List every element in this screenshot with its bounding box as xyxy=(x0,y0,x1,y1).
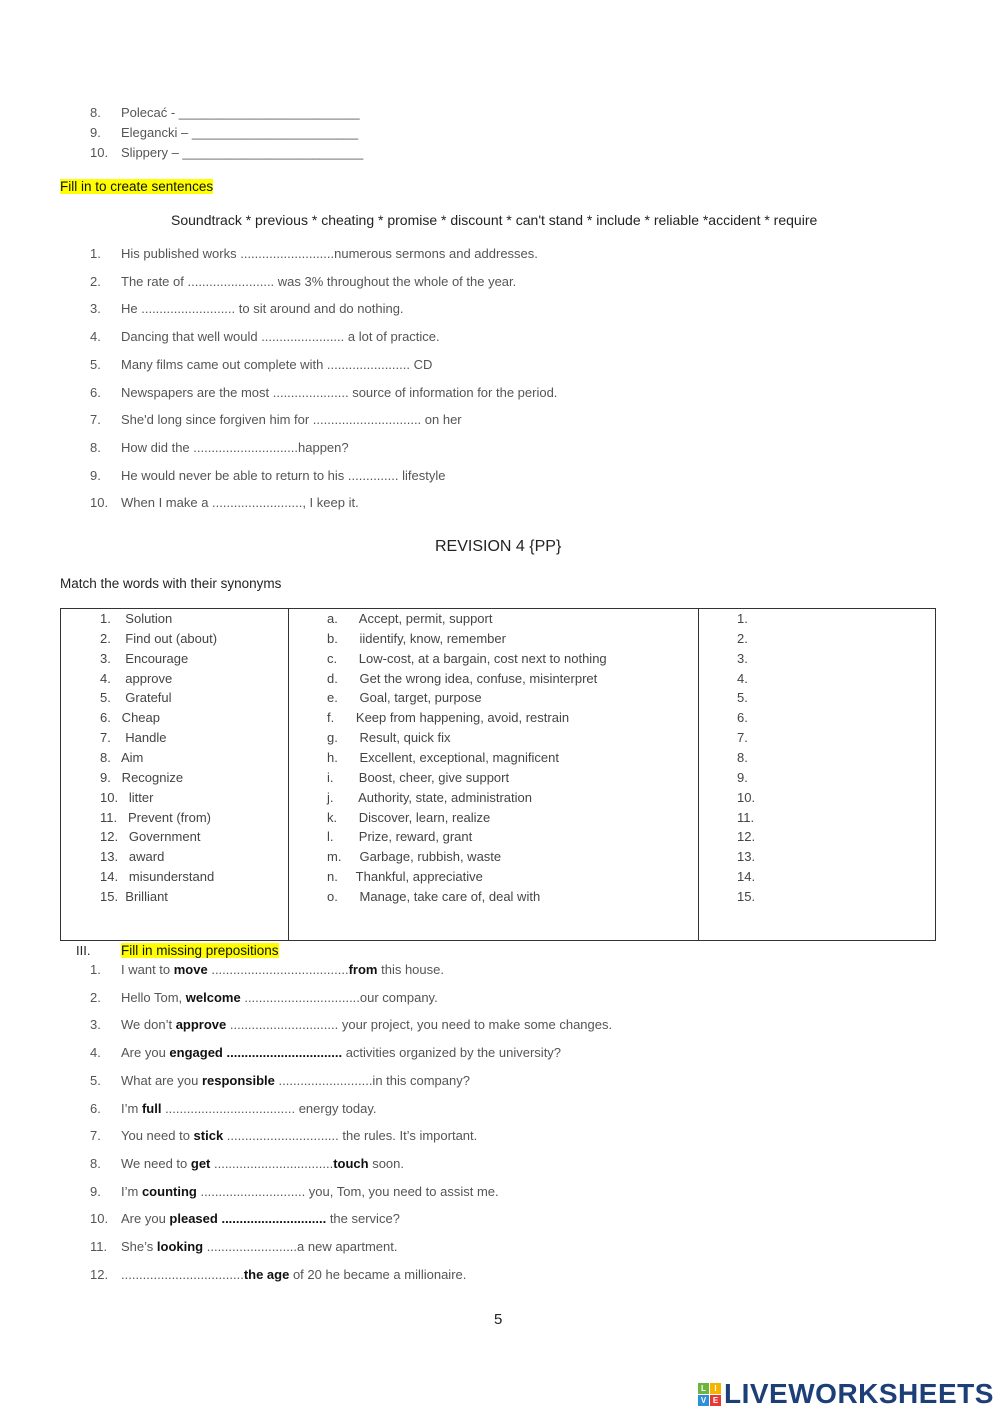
match-table xyxy=(60,608,936,941)
sentence-text: Are you xyxy=(121,1045,170,1061)
match-word: 14. misunderstand xyxy=(100,869,215,885)
sentence-text: .............................. your project, you need to make some changes. xyxy=(226,1017,613,1033)
list-number: 7. xyxy=(90,412,101,428)
match-synonym: h. Excellent, exceptional, magnificent xyxy=(327,749,559,765)
sentence-text: We don’t xyxy=(121,1017,176,1033)
sentence-text: of 20 he became a millionaire. xyxy=(289,1266,467,1282)
list-number: 3. xyxy=(90,1017,101,1033)
bold-keyword: engaged xyxy=(169,1045,223,1061)
preposition-item xyxy=(121,1239,397,1254)
match-synonym: l. Prize, reward, grant xyxy=(327,829,473,845)
list-number: 10. xyxy=(90,495,109,511)
match-word: 12. Government xyxy=(100,829,201,845)
sentence-item: She'd long since forgiven him for .............................. on her xyxy=(121,412,462,428)
answer-slot: 5. xyxy=(737,690,748,706)
answer-slot: 3. xyxy=(737,650,748,666)
preposition-item xyxy=(121,962,444,977)
list-number: 5. xyxy=(90,1072,101,1088)
sentence-text: I’m xyxy=(121,1100,142,1116)
sentence-text: ............................. you, Tom, you need to assist me. xyxy=(196,1183,499,1199)
list-number: 3. xyxy=(90,301,101,317)
prepositions-heading: Fill in missing prepositions xyxy=(121,943,279,958)
list-number: 12. xyxy=(90,1266,109,1282)
bold-keyword: the age xyxy=(243,1266,290,1282)
sentence-text: .........................a new apartment. xyxy=(203,1239,398,1254)
match-synonym: e. Goal, target, purpose xyxy=(327,690,482,706)
match-word: 5. Grateful xyxy=(100,690,172,706)
list-number: 6. xyxy=(90,384,101,400)
column-divider xyxy=(698,609,699,940)
sentence-text: activities organized by the university? xyxy=(342,1045,562,1061)
answer-slot: 13. xyxy=(737,849,756,865)
sentence-text: We need to xyxy=(121,1155,191,1171)
list-number: 8. xyxy=(90,439,101,455)
match-synonym: m. Garbage, rubbish, waste xyxy=(327,849,502,865)
match-heading: Match the words with their synonyms xyxy=(60,576,282,591)
bold-keyword: move xyxy=(173,962,208,977)
list-number: 7. xyxy=(90,1128,101,1144)
answer-slot: 6. xyxy=(737,710,748,726)
match-synonym: a. Accept, permit, support xyxy=(327,611,493,626)
sentence-item: Newspapers are the most ..................... source of information for the period. xyxy=(121,384,558,400)
match-synonym: c. Low-cost, at a bargain, cost next to nothing xyxy=(327,650,607,666)
sentence-item: The rate of ........................ was 3% throughout the whole of the year. xyxy=(121,273,517,289)
vocab-item: Slippery – _________________________ xyxy=(121,145,364,160)
list-number: 9. xyxy=(90,467,101,483)
preposition-item xyxy=(121,1267,466,1282)
match-synonym: i. Boost, cheer, give support xyxy=(327,769,510,785)
list-number: 4. xyxy=(90,329,101,345)
sentence-item: He would never be able to return to his .............. lifestyle xyxy=(121,467,446,483)
sentence-text: She’s xyxy=(121,1239,157,1254)
match-word: 6. Cheap xyxy=(100,710,160,726)
list-number: 5. xyxy=(90,356,101,372)
preposition-item xyxy=(121,1156,404,1171)
match-word: 7. Handle xyxy=(100,730,167,746)
preposition-item xyxy=(121,1101,377,1116)
answer-slot: 12. xyxy=(737,829,756,845)
preposition-item xyxy=(121,1045,561,1060)
match-word: 15. Brilliant xyxy=(100,888,168,904)
sentence-text: I’m xyxy=(121,1183,142,1199)
bold-keyword: touch xyxy=(333,1155,369,1171)
logo-letter: E xyxy=(710,1395,721,1406)
answer-slot: 9. xyxy=(737,769,748,785)
bold-keyword: from xyxy=(348,962,378,977)
sentence-text: this house. xyxy=(377,962,444,977)
list-number: 1. xyxy=(90,246,101,261)
sentence-text: ................................. xyxy=(210,1155,334,1171)
sentence-item: How did the .............................happen? xyxy=(121,439,349,455)
match-word: 10. litter xyxy=(100,789,154,805)
list-number: 2. xyxy=(90,989,101,1005)
answer-slot: 14. xyxy=(737,869,756,885)
bold-keyword: counting xyxy=(141,1183,197,1199)
sentence-item: Many films came out complete with ....................... CD xyxy=(121,356,433,372)
bold-keyword: pleased xyxy=(169,1211,218,1227)
match-synonym: b. iidentify, know, remember xyxy=(327,630,506,646)
answer-slot: 1. xyxy=(737,611,748,626)
word-bank: Soundtrack * previous * cheating * promise * discount * can't stand * include * reliable *accident * require xyxy=(171,212,818,228)
bold-keyword: welcome xyxy=(185,989,241,1005)
match-synonym: f. Keep from happening, avoid, restrain xyxy=(327,710,570,726)
answer-slot: 15. xyxy=(737,888,756,904)
logo-letter: V xyxy=(698,1395,709,1406)
list-number: 10. xyxy=(90,145,109,160)
match-word: 8. Aim xyxy=(100,749,144,765)
list-number: 1. xyxy=(90,962,101,977)
sentence-item: He .......................... to sit around and do nothing. xyxy=(121,301,404,317)
match-synonym: o. Manage, take care of, deal with xyxy=(327,888,541,904)
sentence-item: Dancing that well would ....................... a lot of practice. xyxy=(121,329,440,345)
bold-keyword: full xyxy=(141,1100,162,1116)
bold-keyword: ............................. xyxy=(217,1211,327,1227)
sentence-text: What are you xyxy=(121,1072,202,1088)
match-synonym: n. Thankful, appreciative xyxy=(327,869,483,885)
sentence-text: Are you xyxy=(121,1211,170,1227)
logo-text: LIVEWORKSHEETS xyxy=(724,1378,994,1409)
list-number: 8. xyxy=(90,1155,101,1171)
list-number: 2. xyxy=(90,273,101,289)
match-word: 1. Solution xyxy=(100,611,173,626)
sentence-item: His published works ..........................numerous sermons and addresses. xyxy=(121,246,538,261)
sentence-text: ..........................in this company? xyxy=(274,1072,470,1088)
sentence-text: You need to xyxy=(121,1128,194,1144)
answer-slot: 2. xyxy=(737,630,748,646)
answer-slot: 4. xyxy=(737,670,748,686)
list-number: 9. xyxy=(90,125,101,140)
section-roman-numeral: III. xyxy=(76,943,91,958)
bold-keyword: ................................ xyxy=(222,1045,343,1061)
preposition-item xyxy=(121,1211,400,1226)
bold-keyword: approve xyxy=(175,1017,227,1033)
list-number: 9. xyxy=(90,1183,101,1199)
match-word: 13. award xyxy=(100,849,165,865)
preposition-item xyxy=(121,1128,477,1143)
fill-sentences-heading: Fill in to create sentences xyxy=(60,179,214,194)
preposition-item xyxy=(121,990,438,1005)
sentence-text: Hello Tom, xyxy=(121,989,186,1005)
sentence-text: I want to xyxy=(121,962,174,977)
sentence-item: When I make a ........................., I keep it. xyxy=(121,495,359,511)
page-number: 5 xyxy=(494,1311,503,1328)
list-number: 10. xyxy=(90,1211,109,1227)
preposition-item xyxy=(121,1017,612,1032)
sentence-text: ................................our company. xyxy=(240,989,438,1005)
vocab-item: Elegancki – _______________________ xyxy=(121,125,359,140)
list-number: 6. xyxy=(90,1100,101,1116)
list-number: 4. xyxy=(90,1045,101,1061)
match-synonym: j. Authority, state, administration xyxy=(327,789,532,805)
preposition-item xyxy=(121,1184,499,1199)
match-word: 2. Find out (about) xyxy=(100,630,218,646)
sentence-text: .................................. xyxy=(121,1266,244,1282)
match-word: 4. approve xyxy=(100,670,173,686)
logo-icon xyxy=(698,1383,721,1406)
sentence-text: .................................... energy today. xyxy=(161,1100,377,1116)
sentence-text: the service? xyxy=(326,1211,400,1227)
sentence-text: ...................................... xyxy=(207,962,349,977)
answer-slot: 7. xyxy=(737,730,748,746)
logo-letter: I xyxy=(710,1383,721,1394)
sentence-text: soon. xyxy=(368,1155,404,1171)
match-synonym: g. Result, quick fix xyxy=(327,730,451,746)
answer-slot: 8. xyxy=(737,749,748,765)
bold-keyword: stick xyxy=(193,1128,224,1144)
bold-keyword: responsible xyxy=(201,1072,275,1088)
revision-title: REVISION 4 {PP} xyxy=(435,538,562,555)
answer-slot: 10. xyxy=(737,789,756,805)
column-divider xyxy=(288,609,289,940)
match-word: 3. Encourage xyxy=(100,650,189,666)
bold-keyword: get xyxy=(190,1155,211,1171)
match-word: 9. Recognize xyxy=(100,769,184,785)
match-synonym: k. Discover, learn, realize xyxy=(327,809,491,825)
sentence-text: ............................... the rules. It’s important. xyxy=(223,1128,478,1144)
liveworksheets-logo xyxy=(698,1378,994,1410)
preposition-item xyxy=(121,1073,470,1088)
match-synonym: d. Get the wrong idea, confuse, misinterpret xyxy=(327,670,598,686)
vocab-item: Polecać - _________________________ xyxy=(121,105,360,120)
list-number: 11. xyxy=(90,1239,108,1254)
bold-keyword: looking xyxy=(156,1239,204,1254)
match-word: 11. Prevent (from) xyxy=(100,809,212,825)
logo-letter: L xyxy=(698,1383,709,1394)
list-number: 8. xyxy=(90,105,101,120)
answer-slot: 11. xyxy=(737,809,755,825)
